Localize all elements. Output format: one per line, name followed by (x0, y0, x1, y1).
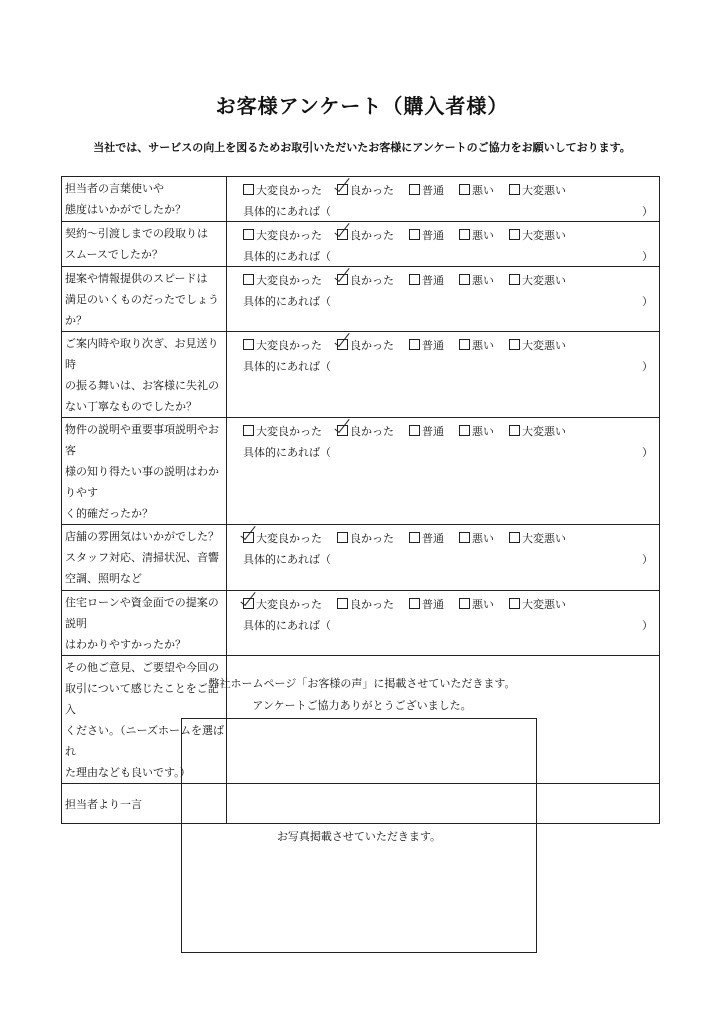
checked-checkbox-icon[interactable] (337, 184, 348, 195)
checked-checkbox-icon[interactable] (337, 274, 348, 285)
question-line: ない丁寧なものでしたか？ (65, 400, 197, 413)
question-row (62, 222, 660, 267)
question-text (62, 267, 227, 332)
rating-option-label: 悪い (472, 597, 494, 611)
answer-cell (227, 177, 660, 222)
checkbox-icon[interactable] (409, 339, 420, 350)
question-line: 様の知り得たい事の説明はわかりやす (65, 465, 219, 499)
question-line: 物件の説明や重要事項説明やお客 (65, 423, 219, 457)
detail-input[interactable] (243, 355, 659, 376)
rating-option[interactable] (459, 272, 494, 288)
question-line: た理由なども良いです。） (65, 766, 191, 779)
question-text (62, 332, 227, 418)
answer-cell (227, 332, 660, 418)
question-text (62, 591, 227, 656)
question-text (62, 222, 227, 267)
checkbox-icon[interactable] (459, 425, 470, 436)
question-row (62, 267, 660, 332)
question-row (62, 332, 660, 418)
question-text (62, 525, 227, 591)
rating-option[interactable] (243, 596, 322, 612)
rating-option[interactable] (409, 423, 444, 439)
detail-close-paren: ） (642, 294, 653, 308)
question-row (62, 525, 660, 591)
rating-option[interactable] (337, 423, 394, 439)
photo-box[interactable] (181, 718, 537, 953)
checkbox-icon[interactable] (243, 229, 254, 240)
rating-option[interactable] (509, 182, 566, 198)
rating-option-label: 大変悪い (522, 424, 566, 438)
checkbox-icon[interactable] (243, 184, 254, 195)
rating-option-label: 大変良かった (256, 531, 322, 545)
checkbox-icon[interactable] (459, 339, 470, 350)
footer-note-website: 弊社ホームページ「お客様の声」に掲載させていただきます。 (208, 677, 516, 690)
rating-option-label: 良かった (350, 597, 394, 611)
rating-option-label: 悪い (472, 424, 494, 438)
rating-option-label: 普通 (422, 228, 444, 242)
checkbox-icon[interactable] (243, 425, 254, 436)
rating-options (243, 593, 659, 614)
checkbox-icon[interactable] (509, 598, 520, 609)
rating-options (243, 224, 659, 245)
rating-option-label: 大変良かった (256, 273, 322, 287)
checkbox-icon[interactable] (337, 598, 348, 609)
rating-option[interactable] (459, 423, 494, 439)
rating-option[interactable] (337, 227, 394, 243)
rating-option[interactable] (337, 182, 394, 198)
rating-option[interactable] (409, 530, 444, 546)
staff-comment-label-text: 担当者より一言 (65, 797, 142, 811)
checkbox-icon[interactable] (509, 532, 520, 543)
detail-label: 具体的にあれば（ (243, 618, 331, 632)
question-line: ください。（ニーズホームを選ばれ (65, 724, 224, 758)
rating-option-label: 普通 (422, 338, 444, 352)
detail-close-paren: ） (642, 204, 653, 218)
detail-close-paren: ） (642, 359, 653, 373)
question-line: 担当者の言葉使いや (65, 182, 164, 195)
rating-option[interactable] (459, 337, 494, 353)
question-line: 住宅ローンや資金面での提案の説明 (65, 596, 219, 630)
answer-cell (227, 267, 660, 332)
question-line: その他ご意見、ご要望や今回の (65, 661, 219, 674)
answer-cell (227, 525, 660, 591)
detail-input[interactable] (243, 245, 659, 266)
question-line: スタッフ対応、清掃状況、音響 (65, 551, 219, 564)
checkbox-icon[interactable] (509, 274, 520, 285)
checked-checkbox-icon[interactable] (337, 425, 348, 436)
intro-text: 当社では、サービスの向上を図るためお取引いただいたお客様にアンケートのご協力をお願いしております。 (93, 141, 631, 154)
checkbox-icon[interactable] (409, 229, 420, 240)
checked-checkbox-icon[interactable] (337, 339, 348, 350)
rating-option[interactable] (509, 596, 566, 612)
question-line: はわかりやすかったか？ (65, 638, 186, 651)
rating-option[interactable] (459, 596, 494, 612)
detail-input[interactable] (243, 441, 659, 462)
checkbox-icon[interactable] (409, 532, 420, 543)
checkbox-icon[interactable] (459, 229, 470, 240)
rating-option[interactable] (409, 227, 444, 243)
question-text (62, 177, 227, 222)
question-line: く的確だったか？ (65, 507, 153, 520)
rating-option[interactable] (459, 227, 494, 243)
rating-options (243, 420, 659, 441)
rating-option-label: 良かった (350, 183, 394, 197)
rating-option[interactable] (337, 596, 394, 612)
rating-option[interactable] (509, 227, 566, 243)
rating-options (243, 269, 659, 290)
rating-option-label: 悪い (472, 338, 494, 352)
rating-option-label: 大変悪い (522, 273, 566, 287)
checkbox-icon[interactable] (409, 184, 420, 195)
detail-label: 具体的にあれば（ (243, 445, 331, 459)
rating-option-label: 良かった (350, 531, 394, 545)
checkbox-icon[interactable] (409, 274, 420, 285)
rating-option[interactable] (459, 530, 494, 546)
checked-checkbox-icon[interactable] (243, 598, 254, 609)
checkbox-icon[interactable] (509, 184, 520, 195)
rating-option[interactable] (337, 337, 394, 353)
detail-input[interactable] (243, 200, 659, 221)
rating-option-label: 普通 (422, 597, 444, 611)
rating-option-label: 大変悪い (522, 597, 566, 611)
question-row (62, 418, 660, 525)
rating-option[interactable] (337, 272, 394, 288)
rating-option-label: 普通 (422, 273, 444, 287)
rating-option-label: 悪い (472, 531, 494, 545)
rating-option-label: 普通 (422, 424, 444, 438)
rating-option[interactable] (243, 272, 322, 288)
rating-option[interactable] (243, 423, 322, 439)
rating-option[interactable] (409, 182, 444, 198)
checked-checkbox-icon[interactable] (243, 532, 254, 543)
rating-option[interactable] (459, 182, 494, 198)
rating-options (243, 179, 659, 200)
rating-option-label: 大変悪い (522, 183, 566, 197)
checkbox-icon[interactable] (509, 425, 520, 436)
detail-label: 具体的にあれば（ (243, 249, 331, 263)
rating-option-label: 大変悪い (522, 338, 566, 352)
detail-label: 具体的にあれば（ (243, 294, 331, 308)
rating-option[interactable] (409, 337, 444, 353)
rating-option-label: 悪い (472, 228, 494, 242)
rating-option-label: 悪い (472, 273, 494, 287)
rating-options (243, 334, 659, 355)
detail-close-paren: ） (642, 445, 653, 459)
rating-option-label: 大変良かった (256, 597, 322, 611)
rating-option-label: 良かった (350, 228, 394, 242)
rating-option-label: 悪い (472, 183, 494, 197)
answer-cell (227, 418, 660, 525)
question-line: 満足のいくものだったでしょうか？ (65, 293, 219, 327)
question-line: 店舗の雰囲気はいかがでした？ (65, 530, 219, 543)
question-line: ご案内時や取り次ぎ、お見送り時 (65, 337, 219, 371)
checkbox-icon[interactable] (459, 274, 470, 285)
rating-option-label: 普通 (422, 531, 444, 545)
rating-option-label: 大変悪い (522, 228, 566, 242)
question-row (62, 177, 660, 222)
question-line: の振る舞いは、お客様に失礼の (65, 379, 219, 392)
rating-options (243, 527, 659, 548)
rating-option-label: 良かった (350, 424, 394, 438)
rating-option[interactable] (243, 530, 322, 546)
rating-option[interactable] (243, 227, 322, 243)
rating-option-label: 普通 (422, 183, 444, 197)
rating-option[interactable] (243, 337, 322, 353)
question-line: 提案や情報提供のスピードは (65, 272, 208, 285)
checkbox-icon[interactable] (243, 274, 254, 285)
detail-close-paren: ） (642, 618, 653, 632)
detail-label: 具体的にあれば（ (243, 204, 331, 218)
checkbox-icon[interactable] (409, 425, 420, 436)
question-line: 態度はいかがでしたか？ (65, 203, 186, 216)
rating-option[interactable] (409, 596, 444, 612)
rating-option[interactable] (243, 182, 322, 198)
question-line: 空調、照明など (65, 572, 142, 585)
detail-label: 具体的にあれば（ (243, 552, 331, 566)
checked-checkbox-icon[interactable] (337, 229, 348, 240)
rating-option[interactable] (509, 530, 566, 546)
photo-box-text: お写真掲載させていただきます。 (276, 829, 442, 843)
detail-close-paren: ） (642, 249, 653, 263)
checkbox-icon[interactable] (337, 532, 348, 543)
checkbox-icon[interactable] (459, 532, 470, 543)
answer-cell (227, 222, 660, 267)
rating-option-label: 大変良かった (256, 338, 322, 352)
footer-thanks: アンケートご協力ありがとうございました。 (252, 699, 472, 712)
question-line: 取引について感じたことをご記入 (65, 682, 219, 716)
question-row (62, 591, 660, 656)
question-line: スムースでしたか？ (65, 248, 163, 261)
detail-input[interactable] (243, 290, 659, 311)
question-line: 契約～引渡しまでの段取りは (65, 227, 208, 240)
rating-option-label: 大変良かった (256, 424, 322, 438)
rating-option-label: 大変悪い (522, 531, 566, 545)
detail-input[interactable] (243, 614, 659, 635)
rating-option[interactable] (509, 337, 566, 353)
checkbox-icon[interactable] (509, 229, 520, 240)
checkbox-icon[interactable] (243, 339, 254, 350)
detail-label: 具体的にあれば（ (243, 359, 331, 373)
rating-option-label: 大変良かった (256, 183, 322, 197)
checkbox-icon[interactable] (509, 339, 520, 350)
rating-option[interactable] (337, 530, 394, 546)
rating-option-label: 良かった (350, 273, 394, 287)
rating-option-label: 良かった (350, 338, 394, 352)
detail-close-paren: ） (642, 552, 653, 566)
detail-input[interactable] (243, 548, 659, 569)
page-title: お客様アンケート（購入者様） (215, 94, 509, 118)
checkbox-icon[interactable] (409, 598, 420, 609)
rating-option[interactable] (509, 423, 566, 439)
rating-option[interactable] (509, 272, 566, 288)
rating-option-label: 大変良かった (256, 228, 322, 242)
checkbox-icon[interactable] (459, 184, 470, 195)
checkbox-icon[interactable] (459, 598, 470, 609)
answer-cell (227, 591, 660, 656)
rating-option[interactable] (409, 272, 444, 288)
question-text (62, 418, 227, 525)
